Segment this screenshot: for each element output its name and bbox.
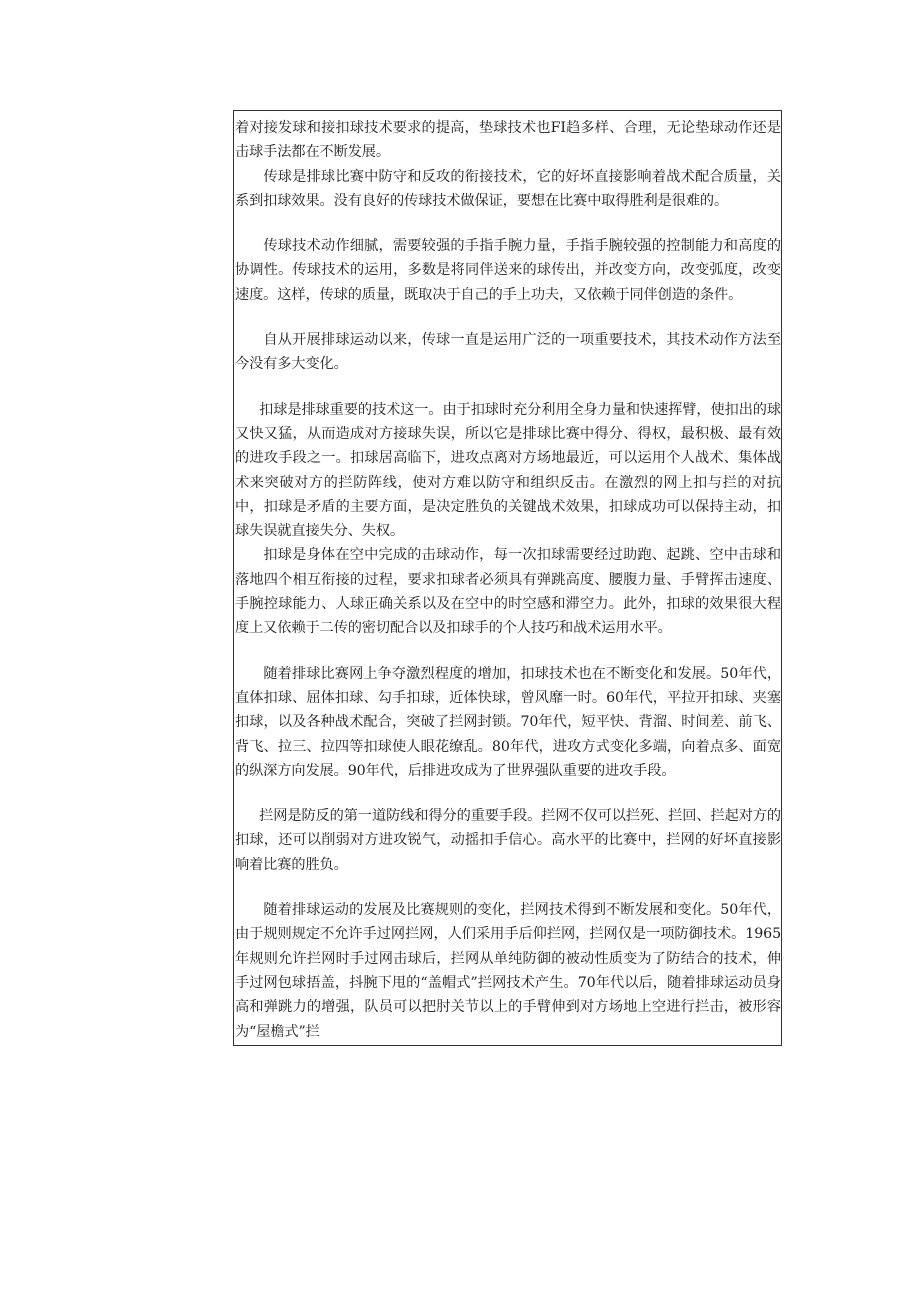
paragraph-blocking-intro: 拦网是防反的第一道防线和得分的重要手段。拦网不仅可以拦死、拦回、拦起对方的扣球，还可以削弱对方进攻锐气，动摇扣手信心。高水平的比赛中，拦网的好坏直接影响着比赛的胜负。 (235, 808, 781, 873)
paragraph-passing-intro: 传球是排球比赛中防守和反攻的衔接技术，它的好坏直接影响着战术配合质量，关系到扣球效果。没有良好的传球技术做保证，要想在比赛中取得胜利是很难的。 (235, 168, 781, 209)
paragraph-dig-continuation: 着对接发球和接扣球技术要求的提高，垫球技术也FI趋多样、合理，无论垫球动作还是击球手法都在不断发展。 (235, 120, 781, 161)
paragraph-spiking-intro: 扣球是排球重要的技术这一。由于扣球时充分利用全身力量和快速挥臂，使扣出的球又快又猛，从而造成对方接球失误，所以它是排球比赛中得分、得权，最积极、最有效的进攻手段之一。扣球居高临下，进攻点离对方场地最近，可以运用个人战术、集体战术来突破对方的拦防阵线，使对方难以防守和组织反击。在激烈的网上扣与拦的对抗中，扣球是矛盾的主要方面，是决定胜负的关键战术效果，扣球成功可以保持主动，扣球失误就直接失分、失权。 (235, 401, 781, 540)
paragraph-blocking-history: 随着排球运动的发展及比赛规则的变化，拦网技术得到不断发展和变化。50年代，由于规则规定不允许手过网拦网，人们采用手后仰拦网，拦网仅是一项防御技术。1965年规则允许拦网时手过网击球后，拦网从单纯防御的被动性质变为了防结合的技术，伸手过网包球捂盖，抖腕下甩的“盖帽式”拦网技术产生。70年代以后，随着排球运动员身高和弹跳力的增强，队员可以把肘关节以上的手臂伸到对方场地上空进行拦击，被形容为“屋檐式”拦 (235, 902, 781, 1040)
text-frame (233, 110, 782, 1046)
paragraph-spiking-history: 随着排球比赛网上争夺激烈程度的增加，扣球技术也在不断变化和发展。50年代，直体扣球、屈体扣球、勾手扣球，近体快球，曾风靡一时。60年代，平拉开扣球、夹塞扣球，以及各种战术配合，突破了拦网封锁。70年代，短平快、背溜、时间差、前飞、背飞、拉三、拉四等扣球使人眼花缭乱。80年代，进攻方式变化多端，向着点多、面宽的纵深方向发展。90年代，后排进攻成为了世界强队重要的进攻手段。 (235, 665, 781, 779)
paragraph-passing-technique: 传球技术动作细腻，需要较强的手指手腕力量，手指手腕较强的控制能力和高度的协调性。传球技术的运用，多数是将同伴送来的球传出，并改变方向，改变弧度，改变速度。这样，传球的质量，既取决于自己的手上功夫，又依赖于同伴创造的条件。 (235, 238, 781, 303)
paragraph-spiking-technique: 扣球是身体在空中完成的击球动作，每一次扣球需要经过助跑、起跳、空中击球和落地四个相互衔接的过程，要求扣球者必须具有弹跳高度、腰腹力量、手臂挥击速度、手腕控球能力、人球正确关系以及在空中的时空感和滞空力。此外，扣球的效果很大程度上又依赖于二传的密切配合以及扣球手的个人技巧和战术运用水平。 (235, 547, 781, 637)
paragraph-passing-history: 自从开展排球运动以来，传球一直是运用广泛的一项重要技术，其技术动作方法至今没有多大变化。 (235, 332, 781, 373)
